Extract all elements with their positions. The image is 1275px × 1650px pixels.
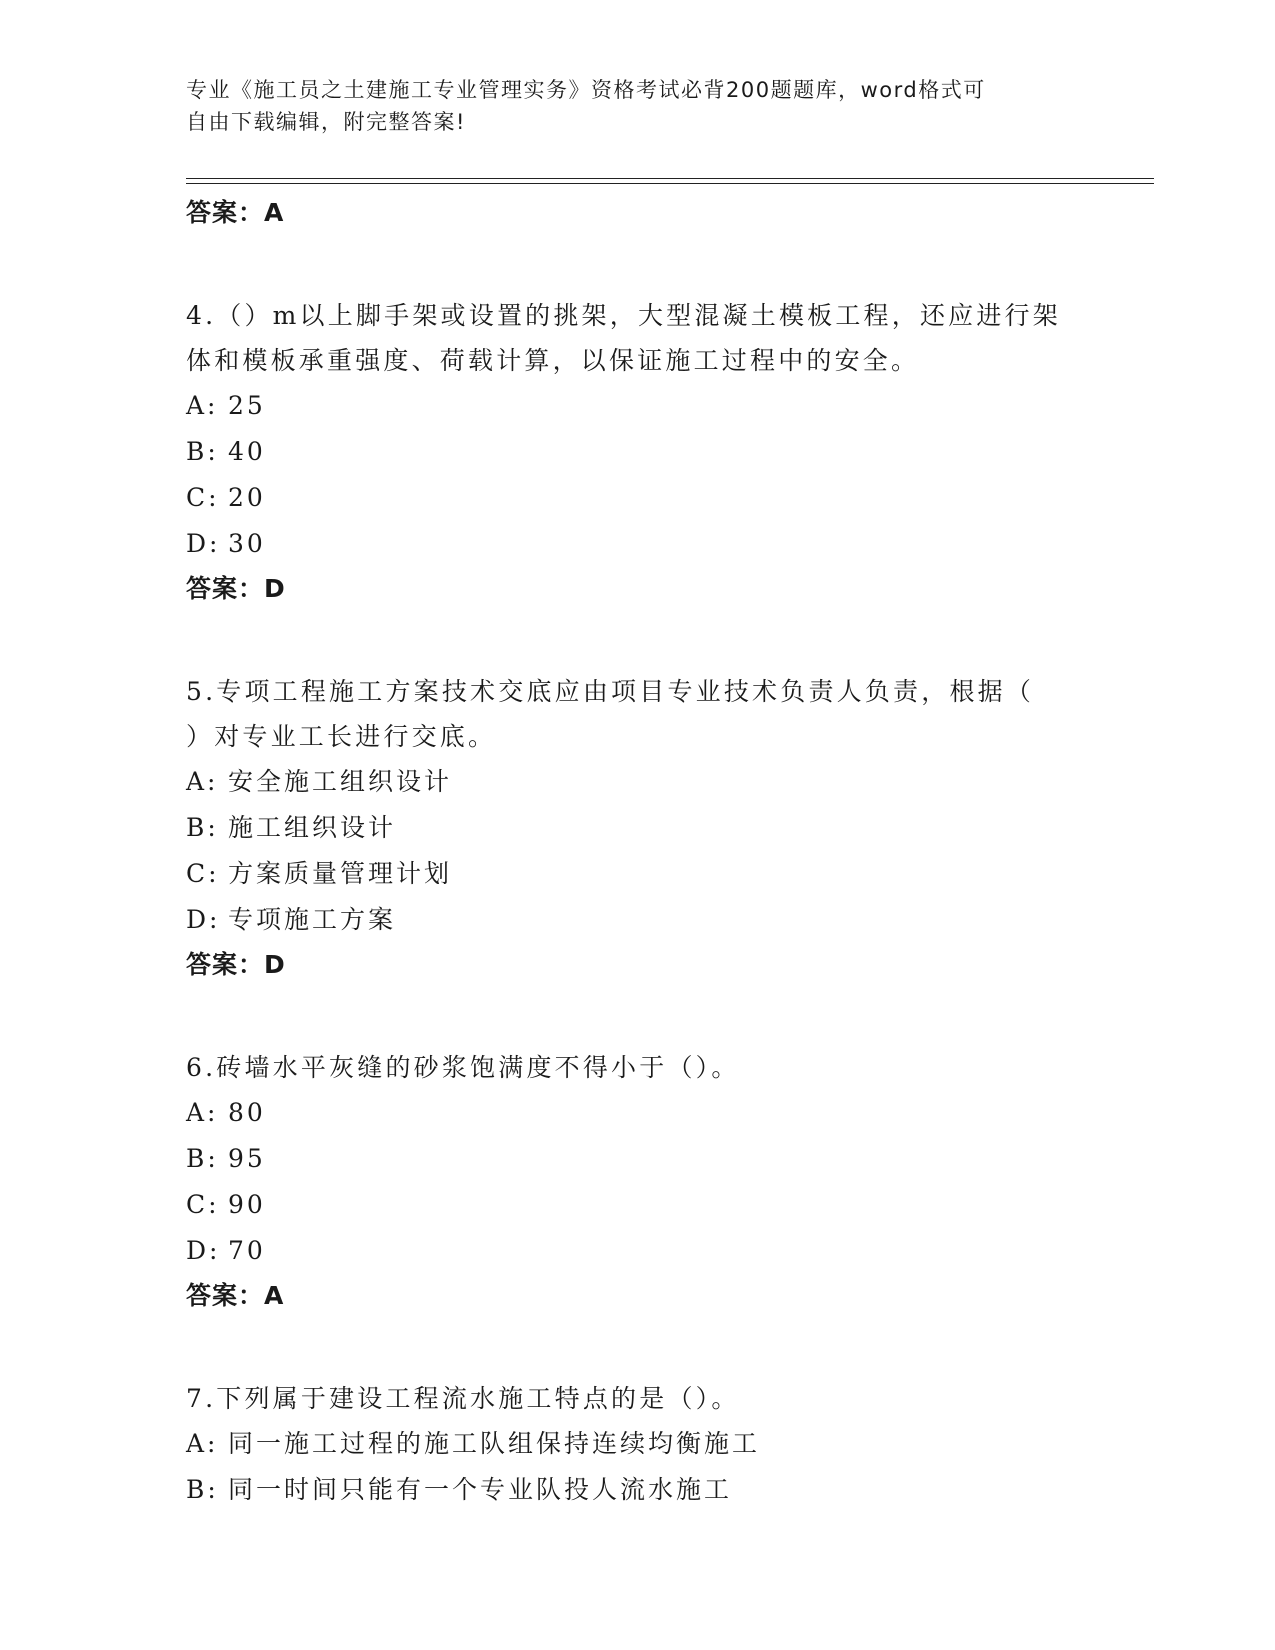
option-c: C: 20 bbox=[186, 483, 266, 512]
question-text: 5.专项工程施工方案技术交底应由项目专业技术负责人负责，根据（ ）对专业工长进行交底。 bbox=[186, 677, 1035, 751]
option-c: C: 90 bbox=[186, 1190, 266, 1219]
header-line-2: 自由下载编辑，附完整答案! bbox=[186, 110, 466, 134]
option-c: C: 方案质量管理计划 bbox=[186, 859, 453, 888]
document-header bbox=[186, 74, 1066, 138]
option-a: A: 同一施工过程的施工队组保持连续均衡施工 bbox=[186, 1429, 761, 1458]
question-text: 6.砖墙水平灰缝的砂浆饱满度不得小于（）。 bbox=[186, 1053, 740, 1082]
question-5 bbox=[186, 669, 1086, 987]
option-d: D: 70 bbox=[186, 1236, 266, 1265]
question-content bbox=[186, 191, 1086, 1513]
answer-label: 答案：D bbox=[186, 574, 286, 603]
answer-label: 答案：D bbox=[186, 950, 286, 979]
answer-label: 答案：A bbox=[186, 198, 285, 227]
option-b: B: 施工组织设计 bbox=[186, 813, 397, 842]
option-b: B: 40 bbox=[186, 437, 266, 466]
header-rule-top bbox=[186, 178, 1154, 179]
option-b: B: 95 bbox=[186, 1144, 266, 1173]
option-d: D: 30 bbox=[186, 529, 266, 558]
option-a: A: 80 bbox=[186, 1098, 266, 1127]
question-7 bbox=[186, 1376, 1086, 1513]
header-line-1: 专业《施工员之土建施工专业管理实务》资格考试必背200题题库，word格式可 bbox=[186, 78, 986, 102]
option-b: B: 同一时间只能有一个专业队投人流水施工 bbox=[186, 1475, 733, 1504]
question-6 bbox=[186, 1045, 1086, 1318]
question-4 bbox=[186, 293, 1086, 611]
question-text: 7.下列属于建设工程流水施工特点的是（）。 bbox=[186, 1384, 740, 1413]
option-d: D: 专项施工方案 bbox=[186, 905, 397, 934]
answer-label: 答案：A bbox=[186, 1281, 285, 1310]
question-text: 4.（）m以上脚手架或设置的挑架，大型混凝土模板工程，还应进行架 体和模板承重强度、荷载计算，以保证施工过程中的安全。 bbox=[186, 301, 1061, 375]
option-a: A: 25 bbox=[186, 391, 266, 420]
option-a: A: 安全施工组织设计 bbox=[186, 767, 453, 796]
header-rule-bottom bbox=[186, 183, 1154, 184]
